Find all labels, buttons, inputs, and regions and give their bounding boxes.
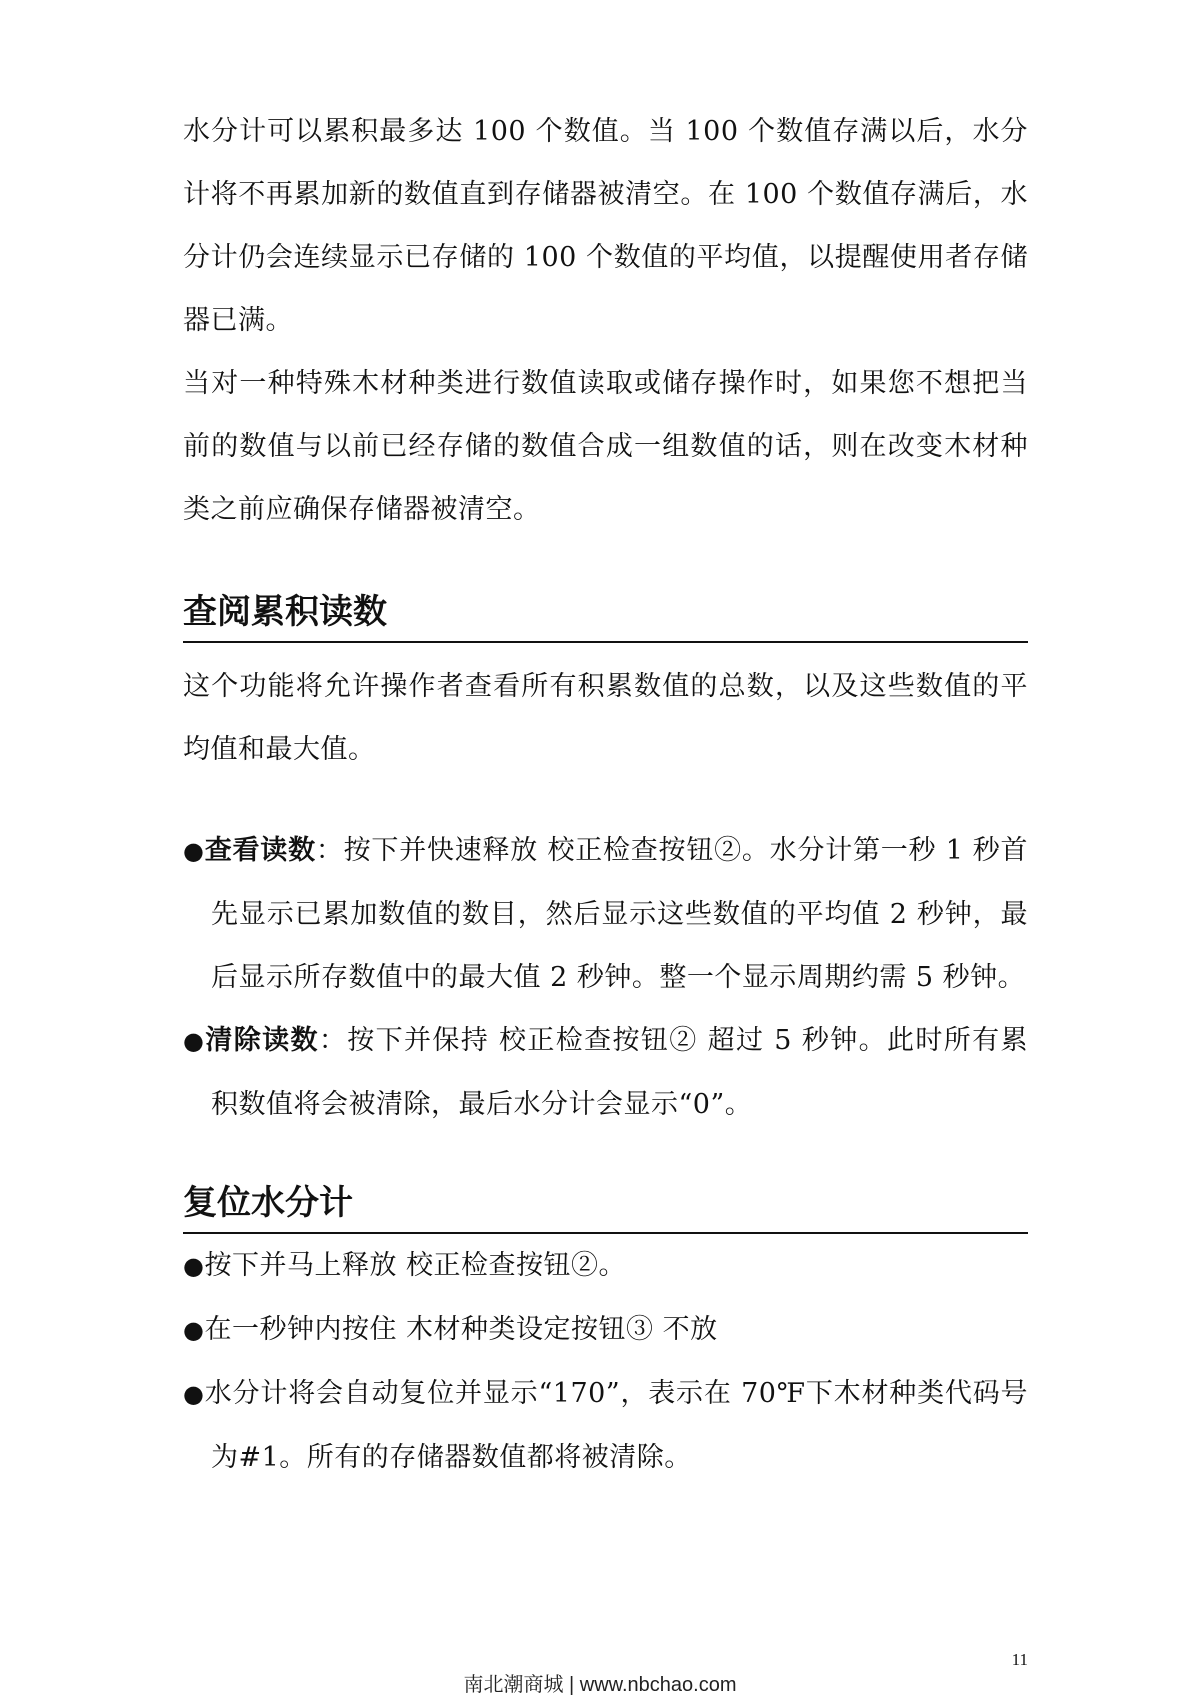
bullet-text: 在一秒钟内按住 木材种类设定按钮③ 不放 [204, 1314, 718, 1345]
bullet-text: 按下并保持 校正检查按钮② 超过 5 秒钟。此时所有累积数值将会被清除，最后水分计会显示“0”。 [211, 1025, 1029, 1120]
bullet-reset-step-3 [183, 1362, 1028, 1489]
page-number: 11 [1011, 1650, 1028, 1669]
bullet-dot: ● [183, 1252, 205, 1280]
bullet-text: 按下并马上释放 校正检查按钮②。 [204, 1250, 627, 1281]
bullet-text: 水分计将会自动复位并显示“170”，表示在 70℉下木材种类代码号为#1。所有的存储器数值都将被清除。 [204, 1378, 1029, 1473]
footer-brand: 南北潮商城 | www.nbchao.com [463, 1674, 737, 1696]
bullet-reset-step-1 [183, 1234, 1028, 1298]
bullet-separator: ： [315, 835, 344, 866]
bullet-dot: ● [183, 837, 205, 865]
bullet-separator: ： [318, 1025, 348, 1056]
bullet-clear-readings [183, 1009, 1028, 1136]
intro-paragraph-1: 水分计可以累积最多达 100 个数值。当 100 个数值存满以后，水分计将不再累加新的数值直到存储器被清空。在 100 个数值存满后，水分计仍会连续显示已存储的 100 个数值的平均值，以提醒使用者存储器已满。 [183, 116, 1028, 336]
bullet-term: 查看读数 [204, 835, 316, 866]
bullet-view-readings [183, 819, 1028, 1009]
spacer [183, 781, 1028, 819]
bullet-reset-step-2 [183, 1298, 1028, 1362]
bullet-dot: ● [183, 1316, 205, 1344]
bullet-text: 按下并快速释放 校正检查按钮②。水分计第一秒 1 秒首先显示已累加数值的数目，然后显示这些数值的平均值 2 秒钟，最后显示所存数值中的最大值 2 秒钟。整一个显示周期约需 5 秒钟。 [211, 835, 1029, 993]
bullet-dot: ● [183, 1380, 205, 1408]
bullet-dot: ● [183, 1027, 206, 1055]
bullet-term: 清除读数 [205, 1025, 319, 1056]
section-heading-reset-meter: 复位水分计 [183, 1178, 1028, 1234]
intro-paragraph-2: 当对一种特殊木材种类进行数值读取或储存操作时，如果您不想把当前的数值与以前已经存储的数值合成一组数值的话，则在改变木材种类之前应确保存储器被清空。 [183, 368, 1028, 525]
section-view-description: 这个功能将允许操作者查看所有积累数值的总数，以及这些数值的平均值和最大值。 [183, 671, 1028, 765]
section-heading-view-readings: 查阅累积读数 [183, 587, 1028, 643]
document-body [183, 100, 1028, 1489]
